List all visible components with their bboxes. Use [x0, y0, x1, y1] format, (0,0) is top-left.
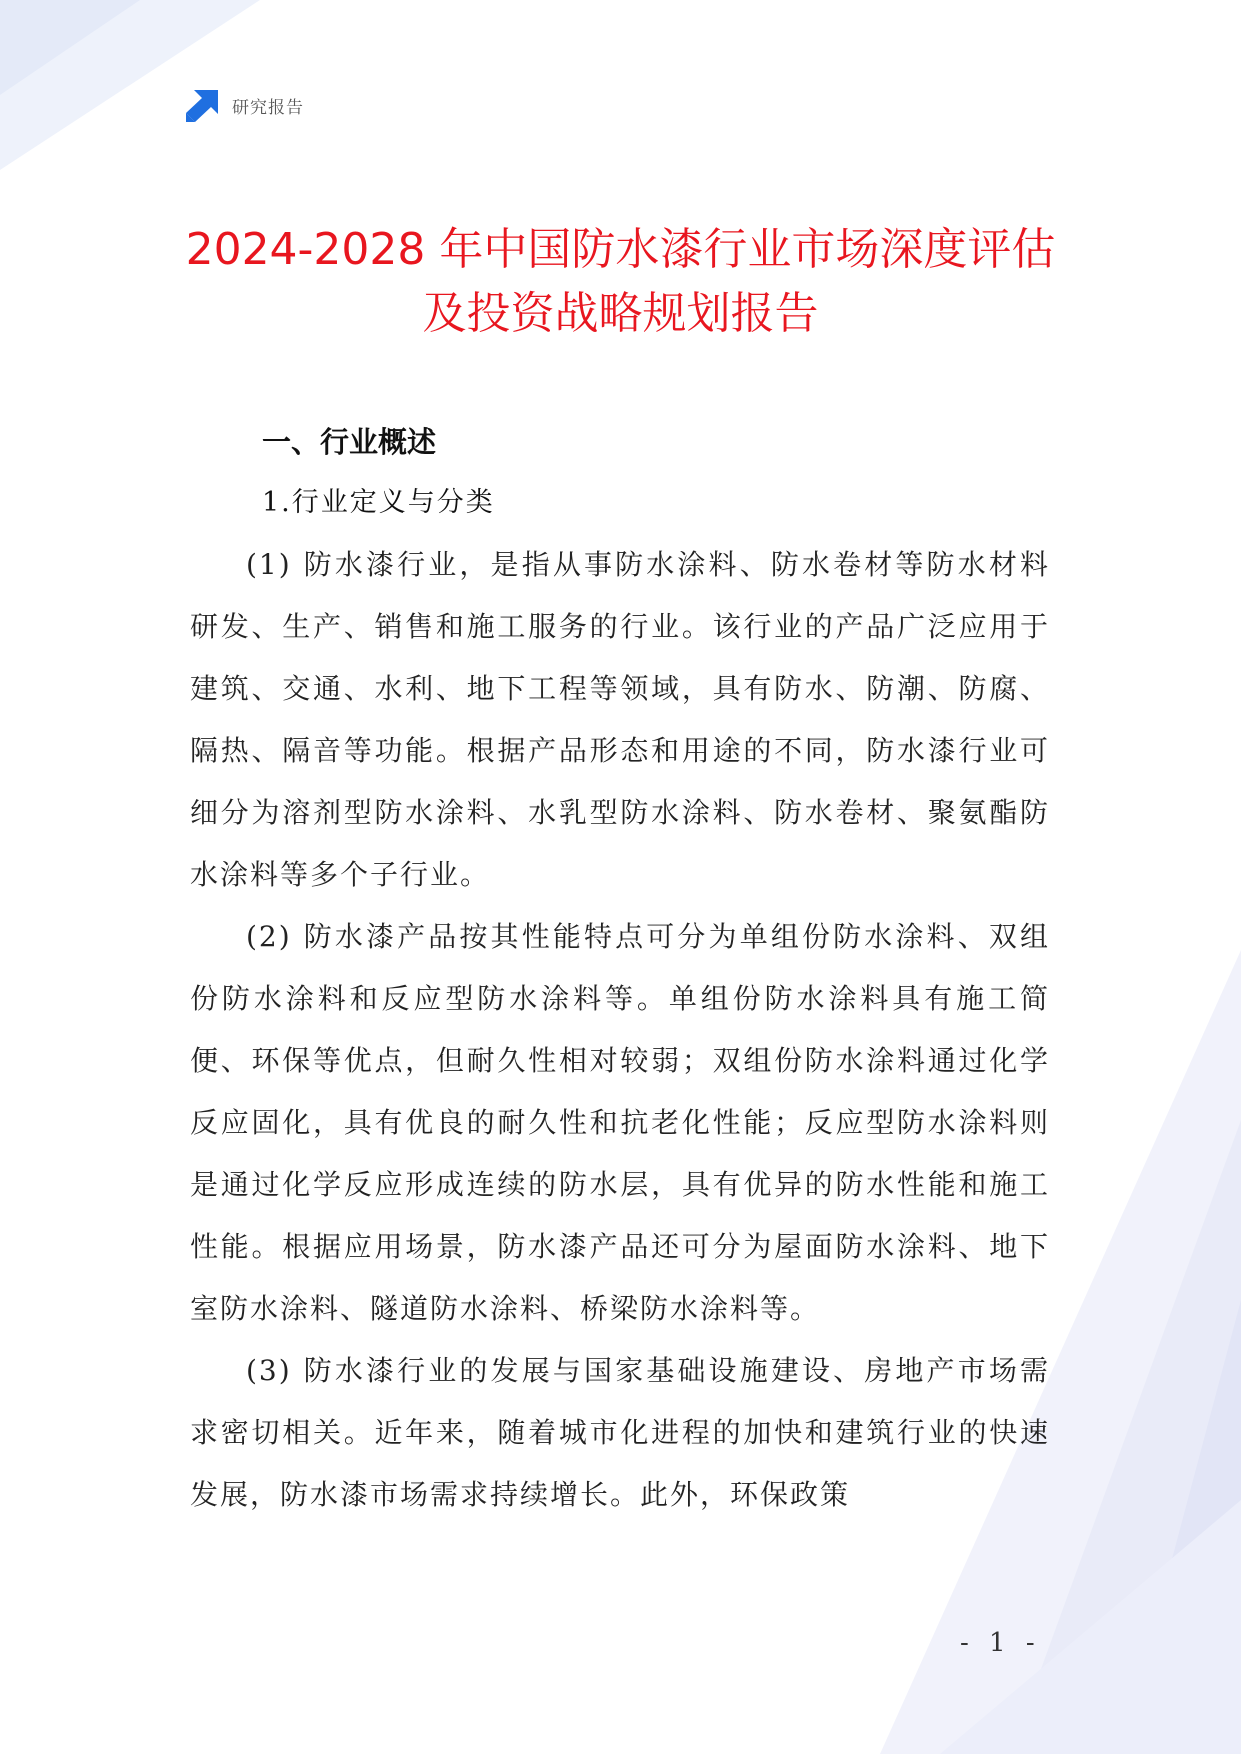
paragraph-3: (3) 防水漆行业的发展与国家基础设施建设、房地产市场需求密切相关。近年来，随着城市化进程的加快和建筑行业的快速发展，防水漆市场需求持续增长。此外，环保政策 [190, 1354, 1050, 1511]
title-line-2: 及投资战略规划报告 [422, 288, 819, 339]
report-title [150, 218, 1091, 346]
title-line-1: 2024-2028 年中国防水漆行业市场深度评估 [185, 224, 1056, 275]
report-header [186, 88, 304, 122]
section-heading: 一、行业概述 [262, 425, 437, 459]
page-number: - 1 - [960, 1628, 1041, 1658]
report-body [190, 412, 1050, 1526]
subsection-heading: 1.行业定义与分类 [262, 487, 495, 518]
header-label: 研究报告 [232, 97, 304, 118]
paragraph-2: (2) 防水漆产品按其性能特点可分为单组份防水涂料、双组份防水涂料和反应型防水涂料等。单组份防水涂料具有施工简便、环保等优点，但耐久性相对较弱；双组份防水涂料通过化学反应固化，具有优良的耐久性和抗老化性能；反应型防水涂料则是通过化学反应形成连续的防水层，具有优异的防水性能和施工性能。根据应用场景，防水漆产品还可分为屋面防水涂料、地下室防水涂料、隧道防水涂料、桥梁防水涂料等。 [190, 920, 1050, 1325]
paragraph-1: (1) 防水漆行业，是指从事防水涂料、防水卷材等防水材料研发、生产、销售和施工服务的行业。该行业的产品广泛应用于建筑、交通、水利、地下工程等领域，具有防水、防潮、防腐、隔热、隔音等功能。根据产品形态和用途的不同，防水漆行业可细分为溶剂型防水涂料、水乳型防水涂料、防水卷材、聚氨酯防水涂料等多个子行业。 [190, 548, 1050, 891]
arrow-logo-icon [186, 88, 220, 122]
